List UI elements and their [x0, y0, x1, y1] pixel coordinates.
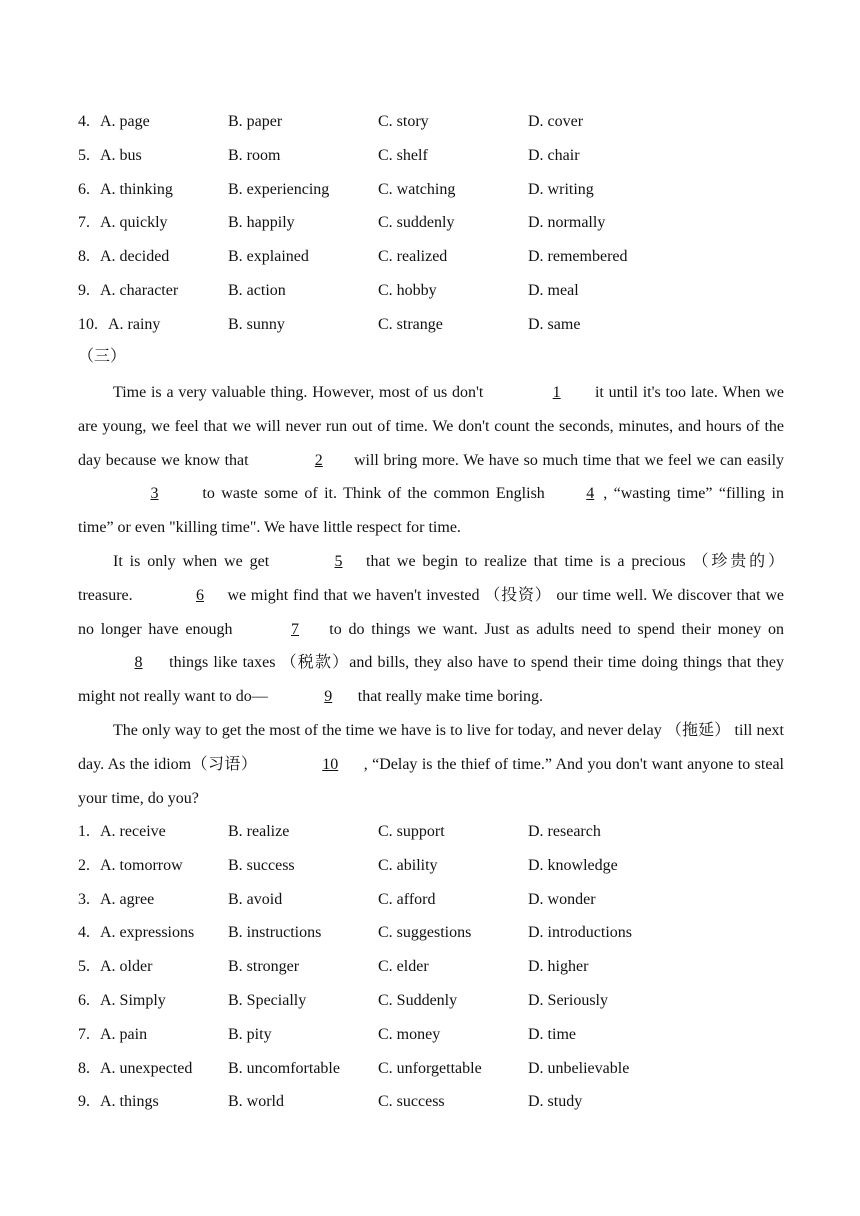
question-number: 8. — [78, 1059, 90, 1077]
option-c: C. money — [378, 1025, 441, 1043]
option-b: B. action — [228, 281, 286, 299]
option-b: B. Specially — [228, 991, 307, 1009]
option-row-8 — [78, 1052, 784, 1086]
option-b: B. experiencing — [228, 180, 330, 198]
passage-text: to waste some of it. Think of the common English — [196, 485, 552, 503]
option-c: C. story — [378, 113, 429, 130]
option-row-8 — [78, 240, 784, 274]
option-b: B. stronger — [228, 958, 300, 976]
option-b: B. happily — [228, 214, 295, 232]
option-a: A. quickly — [100, 214, 168, 232]
option-row-1 — [78, 815, 784, 849]
option-d: D. Seriously — [528, 991, 608, 1009]
option-row-5 — [78, 950, 784, 984]
passage-paragraph-2 — [78, 545, 784, 714]
question-number: 8. — [78, 248, 90, 266]
passage-text: that really make time boring. — [353, 688, 544, 706]
passage-text: will bring more. We have so much time that we feel we can easily — [349, 451, 785, 469]
option-c: C. support — [378, 823, 445, 840]
option-row-4 — [78, 105, 784, 139]
question-number: 9. — [78, 281, 90, 299]
option-d: D. writing — [528, 180, 594, 198]
question-number: 2. — [78, 856, 90, 874]
blank-9: 9 — [324, 688, 333, 706]
passage-text: things like taxes （税款）and bills, they also have to spend their time doing things that they might not really want to do— — [78, 654, 784, 706]
option-d: D. unbelievable — [528, 1059, 630, 1077]
option-c: C. ability — [378, 856, 438, 874]
passage-text: we might find that we haven't invested （投资） our time well. We discover that we no longer have enough — [78, 586, 784, 638]
option-b: B. world — [228, 1093, 284, 1111]
option-d: D. knowledge — [528, 856, 618, 874]
option-row-9 — [78, 1085, 784, 1119]
option-row-7 — [78, 1018, 784, 1052]
option-b: B. success — [228, 856, 295, 874]
blank-6: 6 — [195, 586, 204, 604]
option-d: D. wonder — [528, 890, 596, 908]
option-d: D. higher — [528, 958, 589, 976]
passage-text: Time is a very valuable thing. However, most of us don't — [113, 384, 489, 401]
question-number: 6. — [78, 180, 90, 198]
option-c: C. unforgettable — [378, 1059, 482, 1077]
option-a: A. tomorrow — [100, 856, 183, 874]
option-b: B. paper — [228, 113, 283, 130]
option-b: B. instructions — [228, 924, 322, 942]
option-d: D. chair — [528, 146, 580, 164]
option-row-9 — [78, 274, 784, 308]
option-c: C. elder — [378, 958, 429, 976]
option-a: A. character — [100, 281, 179, 299]
option-a: A. things — [100, 1093, 159, 1111]
option-b: B. room — [228, 146, 281, 164]
option-c: C. shelf — [378, 146, 428, 164]
option-a: A. thinking — [100, 180, 173, 198]
option-a: A. pain — [100, 1025, 148, 1043]
option-d: D. normally — [528, 214, 606, 232]
passage-text: The only way to get the most of the time we have is to live for today, and never delay （拖延） till next day. As the idiom（习语） — [78, 721, 784, 773]
passage-text: that we begin to realize that time is a precious （珍贵的） treasure. — [78, 552, 784, 604]
blank-8: 8 — [134, 654, 143, 672]
option-row-7 — [78, 206, 784, 240]
option-d: D. time — [528, 1025, 576, 1043]
blank-3: 3 — [150, 485, 159, 503]
option-d: D. meal — [528, 281, 579, 299]
option-c: C. strange — [378, 315, 443, 333]
option-c: C. success — [378, 1093, 445, 1111]
blank-7: 7 — [291, 620, 300, 638]
option-a: A. bus — [100, 146, 142, 164]
option-c: C. hobby — [378, 281, 437, 299]
blank-10: 10 — [322, 755, 339, 773]
blank-4: 4 — [586, 485, 595, 503]
option-b: B. avoid — [228, 890, 283, 908]
option-row-5 — [78, 139, 784, 173]
option-a: A. Simply — [100, 991, 166, 1009]
option-row-6 — [78, 173, 784, 207]
option-d: D. cover — [528, 113, 584, 130]
option-d: D. same — [528, 315, 581, 333]
question-number: 7. — [78, 1025, 90, 1043]
question-number: 7. — [78, 214, 90, 232]
option-row-3 — [78, 883, 784, 917]
option-b: B. realize — [228, 823, 290, 840]
option-row-4 — [78, 916, 784, 950]
passage-paragraph-3 — [78, 714, 784, 815]
option-a: A. receive — [100, 823, 166, 840]
question-number: 4. — [78, 924, 90, 942]
passage-text: It is only when we get — [113, 552, 277, 570]
option-c: C. afford — [378, 890, 436, 908]
question-number: 6. — [78, 991, 90, 1009]
option-a: A. decided — [100, 248, 170, 266]
question-number: 3. — [78, 890, 90, 908]
option-a: A. unexpected — [100, 1059, 193, 1077]
question-number: 5. — [78, 146, 90, 164]
option-b: B. uncomfortable — [228, 1059, 340, 1077]
passage-text: to do things we want. Just as adults need to spend their money on — [322, 620, 784, 638]
passage — [78, 376, 784, 815]
option-row-10 — [78, 308, 784, 342]
options-bottom — [78, 815, 784, 1119]
passage-text: it until it's too late. When we are young, we feel that we will never run out of time. We don't count the seconds, minutes, and hours of the day because we know that — [78, 384, 784, 469]
passage-paragraph-1 — [78, 376, 784, 545]
option-b: B. pity — [228, 1025, 272, 1043]
option-b: B. explained — [228, 248, 309, 266]
option-b: B. sunny — [228, 315, 285, 333]
options-top — [78, 105, 784, 342]
question-number: 9. — [78, 1093, 90, 1111]
question-number: 5. — [78, 958, 90, 976]
option-a: A. rainy — [108, 315, 161, 333]
blank-5: 5 — [334, 552, 343, 570]
option-c: C. watching — [378, 180, 456, 198]
option-a: A. page — [100, 113, 150, 130]
option-row-2 — [78, 849, 784, 883]
option-d: D. remembered — [528, 248, 628, 266]
question-number: 10. — [78, 315, 98, 333]
option-a: A. agree — [100, 890, 155, 908]
option-c: C. suggestions — [378, 924, 472, 942]
section-label: （三） — [78, 348, 127, 365]
option-a: A. older — [100, 958, 153, 976]
question-number: 1. — [78, 823, 90, 840]
option-row-6 — [78, 984, 784, 1018]
blank-2: 2 — [314, 451, 323, 469]
option-d: D. study — [528, 1093, 583, 1111]
blank-1: 1 — [552, 384, 561, 401]
question-number: 4. — [78, 113, 90, 130]
passage-text: , “wasting time” “filling in time” or even "killing time". We have little respect for time. — [78, 485, 784, 537]
option-c: C. suddenly — [378, 214, 455, 232]
option-a: A. expressions — [100, 924, 195, 942]
option-d: D. research — [528, 823, 601, 840]
passage-text: , “Delay is the thief of time.” And you don't want anyone to steal your time, do you? — [78, 755, 784, 807]
option-c: C. Suddenly — [378, 991, 458, 1009]
option-c: C. realized — [378, 248, 448, 266]
option-d: D. introductions — [528, 924, 632, 942]
